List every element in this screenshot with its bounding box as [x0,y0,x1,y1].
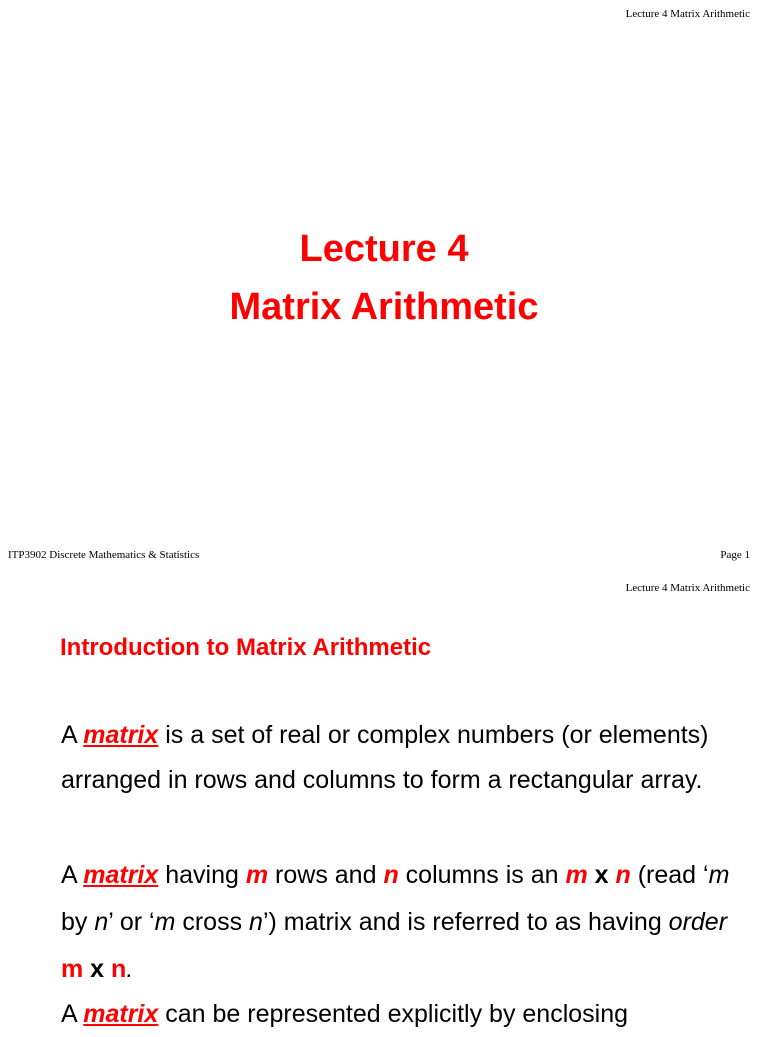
keyword-matrix: matrix [83,861,159,889]
text: ’ or ‘ [108,908,155,936]
text: can be represented explicitly by enclosing [158,1000,629,1028]
term-order: order [668,908,728,936]
text: is a set of real or complex numbers (or elements) arranged in rows and columns to form a rectangular array. [61,721,709,794]
course-footer: ITP3902 Discrete Mathematics & Statistics [8,549,200,561]
text: . [126,955,134,983]
text: (read ‘ [630,861,709,889]
lecture-subtitle: Matrix Arithmetic [229,286,539,328]
page-header-2: Lecture 4 Matrix Arithmetic [625,582,750,594]
text: columns is an [398,861,566,889]
keyword-matrix: matrix [83,721,159,749]
text: having [158,861,246,889]
text: cross [175,908,250,936]
var-m: m [61,955,84,983]
paragraph-matrix-definition [61,713,751,803]
keyword-matrix: matrix [83,1000,159,1028]
var-m: m [154,908,176,936]
text: A [61,861,84,889]
text: A [61,721,84,749]
section-heading: Introduction to Matrix Arithmetic [60,634,432,661]
times-x: x [83,955,112,983]
var-n: n [249,908,263,936]
text: ’) matrix and is referred to as having [262,908,669,936]
var-n: n [615,861,631,889]
var-n: n [383,861,399,889]
text: rows and [268,861,384,889]
page-header: Lecture 4 Matrix Arithmetic [625,8,750,20]
lecture-title: Lecture 4 [299,228,469,270]
var-m: m [245,861,269,889]
paragraph-matrix-order [61,852,751,993]
var-m: m [708,861,730,889]
text: A [61,1000,84,1028]
var-m: m [565,861,588,889]
paragraph-matrix-representation [61,992,751,1037]
page-number: Page 1 [720,549,750,561]
text: by [61,908,95,936]
var-n: n [94,908,109,936]
var-n: n [111,955,127,983]
times-x: x [587,861,616,889]
